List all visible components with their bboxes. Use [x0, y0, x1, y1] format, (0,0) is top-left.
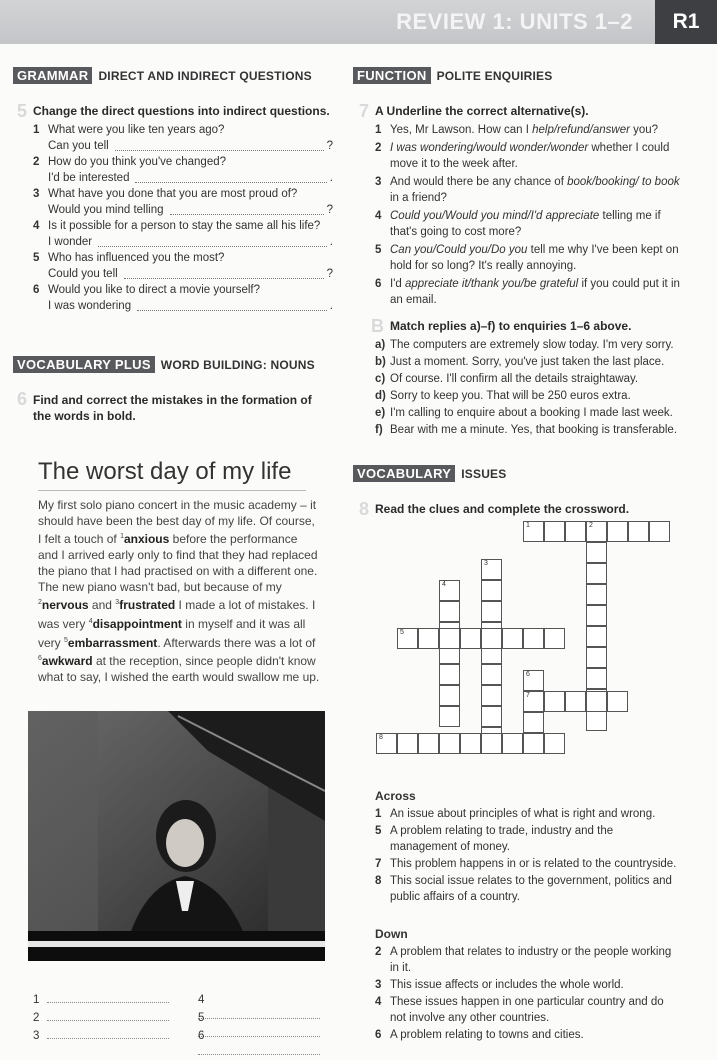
- crossword-cell[interactable]: [586, 647, 607, 668]
- reply-item: b) Just a moment. Sorry, you've just taken the last place.: [375, 356, 665, 368]
- cell-number: 4: [442, 581, 446, 588]
- question-item: 4 Is it possible for a person to stay the same all his life?: [33, 220, 321, 232]
- crossword-cell[interactable]: [481, 580, 502, 601]
- grammar-instruction: Change the direct questions into indirect questions.: [33, 104, 330, 118]
- answer-line[interactable]: 1: [33, 992, 169, 1008]
- function-tag: FUNCTION: [353, 67, 431, 84]
- across-heading: Across: [375, 789, 416, 803]
- answer-line[interactable]: 2: [33, 1010, 169, 1026]
- alternatives[interactable]: appreciate it/thank you/be grateful: [404, 278, 579, 290]
- clue-item: 7 This problem happens in or is related to the countryside.: [375, 858, 677, 870]
- crossword-cell[interactable]: [523, 691, 544, 712]
- cell-number: 5: [400, 629, 404, 636]
- crossword-cell[interactable]: [439, 628, 460, 649]
- vocab-plus-heading: [13, 357, 315, 372]
- section-tab: R1: [655, 0, 717, 44]
- crossword-cell[interactable]: [523, 628, 544, 649]
- bold-word: frustrated: [119, 598, 176, 613]
- answer-line[interactable]: 3: [33, 1028, 169, 1044]
- page-title: REVIEW 1: UNITS 1–2: [396, 9, 633, 34]
- crossword-cell[interactable]: [544, 628, 565, 649]
- function-instruction: A Underline the correct alternative(s).: [375, 104, 589, 118]
- function-subtitle: POLITE ENQUIRIES: [436, 69, 553, 83]
- crossword-cell[interactable]: [544, 521, 565, 542]
- crossword-cell[interactable]: [586, 668, 607, 689]
- cell-number: 3: [484, 560, 488, 567]
- crossword-cell[interactable]: [418, 628, 439, 649]
- exercise-letter: B: [371, 316, 384, 336]
- crossword-cell[interactable]: [397, 628, 418, 649]
- grammar-list: [33, 122, 333, 314]
- clue-item: 6 A problem relating to towns and cities.: [375, 1029, 584, 1041]
- clue-item: 2 A problem that relates to industry or the people working in it.: [375, 946, 672, 974]
- clue-item: 3 This issue affects or includes the whole world.: [375, 979, 624, 991]
- crossword-cell[interactable]: [481, 628, 502, 649]
- clue-item: 4 These issues happen in one particular country and do not involve any other countries.: [375, 996, 664, 1024]
- crossword-cell[interactable]: [586, 584, 607, 605]
- alternatives[interactable]: help/refund/answer: [532, 124, 630, 136]
- vocabulary-heading: [353, 466, 506, 481]
- crossword-cell[interactable]: [523, 712, 544, 733]
- reply-item: e) I'm calling to enquire about a booking I made last week.: [375, 407, 673, 419]
- crossword-cell[interactable]: [439, 685, 460, 706]
- crossword-cell[interactable]: [565, 521, 586, 542]
- answer-prompt[interactable]: I'd be interested .: [48, 172, 333, 184]
- enquiry-item: 3 And would there be any chance of book/booking/ to book in a friend?: [375, 176, 680, 204]
- answer-prompt[interactable]: I was wondering .: [48, 300, 333, 312]
- crossword-cell[interactable]: [460, 733, 481, 754]
- function-list: [375, 122, 685, 310]
- bold-word: nervous: [41, 598, 89, 613]
- vocabulary-subtitle: ISSUES: [461, 467, 507, 481]
- crossword-cell[interactable]: [607, 521, 628, 542]
- answer-prompt[interactable]: Could you tell ?: [48, 268, 333, 280]
- crossword-cell[interactable]: [523, 733, 544, 754]
- crossword-cell[interactable]: [586, 542, 607, 563]
- alternatives[interactable]: Can you/Could you/Do you: [390, 244, 528, 256]
- crossword-cell[interactable]: [565, 691, 586, 712]
- crossword-cell[interactable]: [544, 733, 565, 754]
- enquiry-item: 4 Could you/Would you mind/I'd appreciate telling me if that's going to cost more?: [375, 210, 661, 238]
- crossword-cell[interactable]: [649, 521, 670, 542]
- crossword-cell[interactable]: [502, 733, 523, 754]
- crossword-cell[interactable]: [481, 664, 502, 685]
- reply-item: d) Sorry to keep you. That will be 250 euros extra.: [375, 390, 631, 402]
- crossword-cell[interactable]: [418, 733, 439, 754]
- crossword-cell[interactable]: [439, 664, 460, 685]
- reply-item: a) The computers are extremely slow today. I'm very sorry.: [375, 339, 674, 351]
- alternatives[interactable]: book/booking/ to book: [567, 176, 680, 188]
- cell-number: 1: [526, 522, 530, 529]
- clue-item: 5 A problem relating to trade, industry and the management of money.: [375, 825, 614, 853]
- crossword-cell[interactable]: [586, 563, 607, 584]
- answer-line[interactable]: 6: [198, 1028, 333, 1060]
- crossword-cell[interactable]: [439, 601, 460, 622]
- cell-number: 8: [379, 734, 383, 741]
- vocab-plus-tag: VOCABULARY PLUS: [13, 356, 155, 373]
- answer-prompt[interactable]: Can you tell ?: [48, 140, 333, 152]
- crossword-cell[interactable]: [502, 628, 523, 649]
- crossword-cell[interactable]: [607, 691, 628, 712]
- down-heading: Down: [375, 927, 408, 941]
- crossword-cell[interactable]: [481, 685, 502, 706]
- pianist-photo: [28, 711, 325, 961]
- crossword-cell[interactable]: [586, 605, 607, 626]
- grammar-heading: [13, 68, 312, 83]
- story-title: The worst day of my life: [38, 458, 292, 485]
- vocab-plus-subtitle: WORD BUILDING: NOUNS: [160, 358, 315, 372]
- exercise-number: 6: [17, 389, 28, 409]
- alternatives[interactable]: I was wondering/would wonder/wonder: [390, 142, 589, 154]
- cell-number: 2: [589, 522, 593, 529]
- vocabulary-instruction: Read the clues and complete the crossword.: [375, 502, 630, 516]
- crossword-cell[interactable]: [586, 691, 607, 712]
- crossword-cell[interactable]: [439, 580, 460, 601]
- match-instruction: Match replies a)–f) to enquiries 1–6 above.: [390, 319, 632, 333]
- crossword-cell[interactable]: [481, 601, 502, 622]
- across-clues: [375, 806, 695, 906]
- crossword-cell[interactable]: [481, 559, 502, 580]
- question-item: 2 How do you think you've changed?: [33, 156, 227, 168]
- question-item: 3 What have you done that you are most proud of?: [33, 188, 298, 200]
- crossword-cell[interactable]: [376, 733, 397, 754]
- crossword-cell[interactable]: [439, 733, 460, 754]
- clue-item: 1 An issue about principles of what is right and wrong.: [375, 808, 656, 820]
- crossword-cell[interactable]: [544, 691, 565, 712]
- alternatives[interactable]: Could you/Would you mind/I'd appreciate: [390, 210, 600, 222]
- crossword-cell[interactable]: [523, 670, 544, 691]
- cell-number: 6: [526, 671, 530, 678]
- crossword-cell[interactable]: [460, 628, 481, 649]
- grammar-subtitle: DIRECT AND INDIRECT QUESTIONS: [98, 69, 312, 83]
- enquiry-item: 2 I was wondering/would wonder/wonder whether I could move it to the week after.: [375, 142, 670, 170]
- reply-item: c) Of course. I'll confirm all the details straightaway.: [375, 373, 639, 385]
- down-clues: [375, 944, 695, 1044]
- crossword-cell[interactable]: [586, 710, 607, 731]
- crossword-cell[interactable]: [628, 521, 649, 542]
- grammar-tag: GRAMMAR: [13, 67, 92, 84]
- answer-prompt[interactable]: Would you mind telling ?: [48, 204, 333, 216]
- title-divider: [38, 490, 306, 491]
- question-item: 5 Who has influenced you the most?: [33, 252, 225, 264]
- answer-line[interactable]: 5: [198, 1010, 333, 1042]
- clue-item: 8 This social issue relates to the government, politics and public affairs of a country.: [375, 875, 672, 903]
- question-item: 6 Would you like to direct a movie yourself?: [33, 284, 260, 296]
- vocabulary-tag: VOCABULARY: [353, 465, 455, 482]
- answer-prompt[interactable]: I wonder .: [48, 236, 333, 248]
- function-heading: [353, 68, 552, 83]
- enquiry-item: 1 Yes, Mr Lawson. How can I help/refund/answer you?: [375, 124, 659, 136]
- exercise-number: 8: [359, 499, 370, 519]
- bold-word: awkward: [41, 654, 93, 669]
- exercise-number: 5: [17, 101, 28, 121]
- crossword-cell[interactable]: [439, 706, 460, 727]
- story-text: My first solo piano concert in the music academy – it should have been the best day of my life. Of course, I felt a touch of $^1$anxious before the performance and I arrived early only to find that they had replaced the piano that I had practised on with a different one. The new piano wasn't bad, but because of my $^2$nervous and $^3$frustrated I made a lot of mistakes. I was very $^4$disappointment in myself and it was all very $^5$embarrassment. Afterwards there was a lot of $^6$awkward at the reception, since people didn't know what to say, I wished the earth would swallow me up.: [38, 498, 320, 685]
- crossword-cell[interactable]: [397, 733, 418, 754]
- bold-word: anxious: [123, 532, 170, 547]
- question-item: 1 What were you like ten years ago?: [33, 124, 225, 136]
- bold-word: disappointment: [92, 616, 182, 631]
- replies-list: [375, 337, 695, 439]
- enquiry-item: 6 I'd appreciate it/thank you/be grateful if you could put it in an email.: [375, 278, 680, 306]
- crossword-cell[interactable]: [481, 706, 502, 727]
- crossword-cell[interactable]: [523, 521, 544, 542]
- crossword-cell[interactable]: [586, 521, 607, 542]
- bold-word: embarrassment: [67, 635, 158, 650]
- vocab-plus-instruction: Find and correct the mistakes in the formation of the words in bold.: [33, 393, 312, 423]
- cell-number: 7: [526, 692, 530, 699]
- crossword-cell[interactable]: [586, 626, 607, 647]
- crossword-cell[interactable]: [481, 733, 502, 754]
- answer-line[interactable]: 4: [198, 992, 333, 1024]
- reply-item: f) Bear with me a minute. Yes, that booking is transferable.: [375, 424, 678, 436]
- enquiry-item: 5 Can you/Could you/Do you tell me why I've been kept on hold for so long? It's really annoying.: [375, 244, 679, 272]
- exercise-number: 7: [359, 101, 370, 121]
